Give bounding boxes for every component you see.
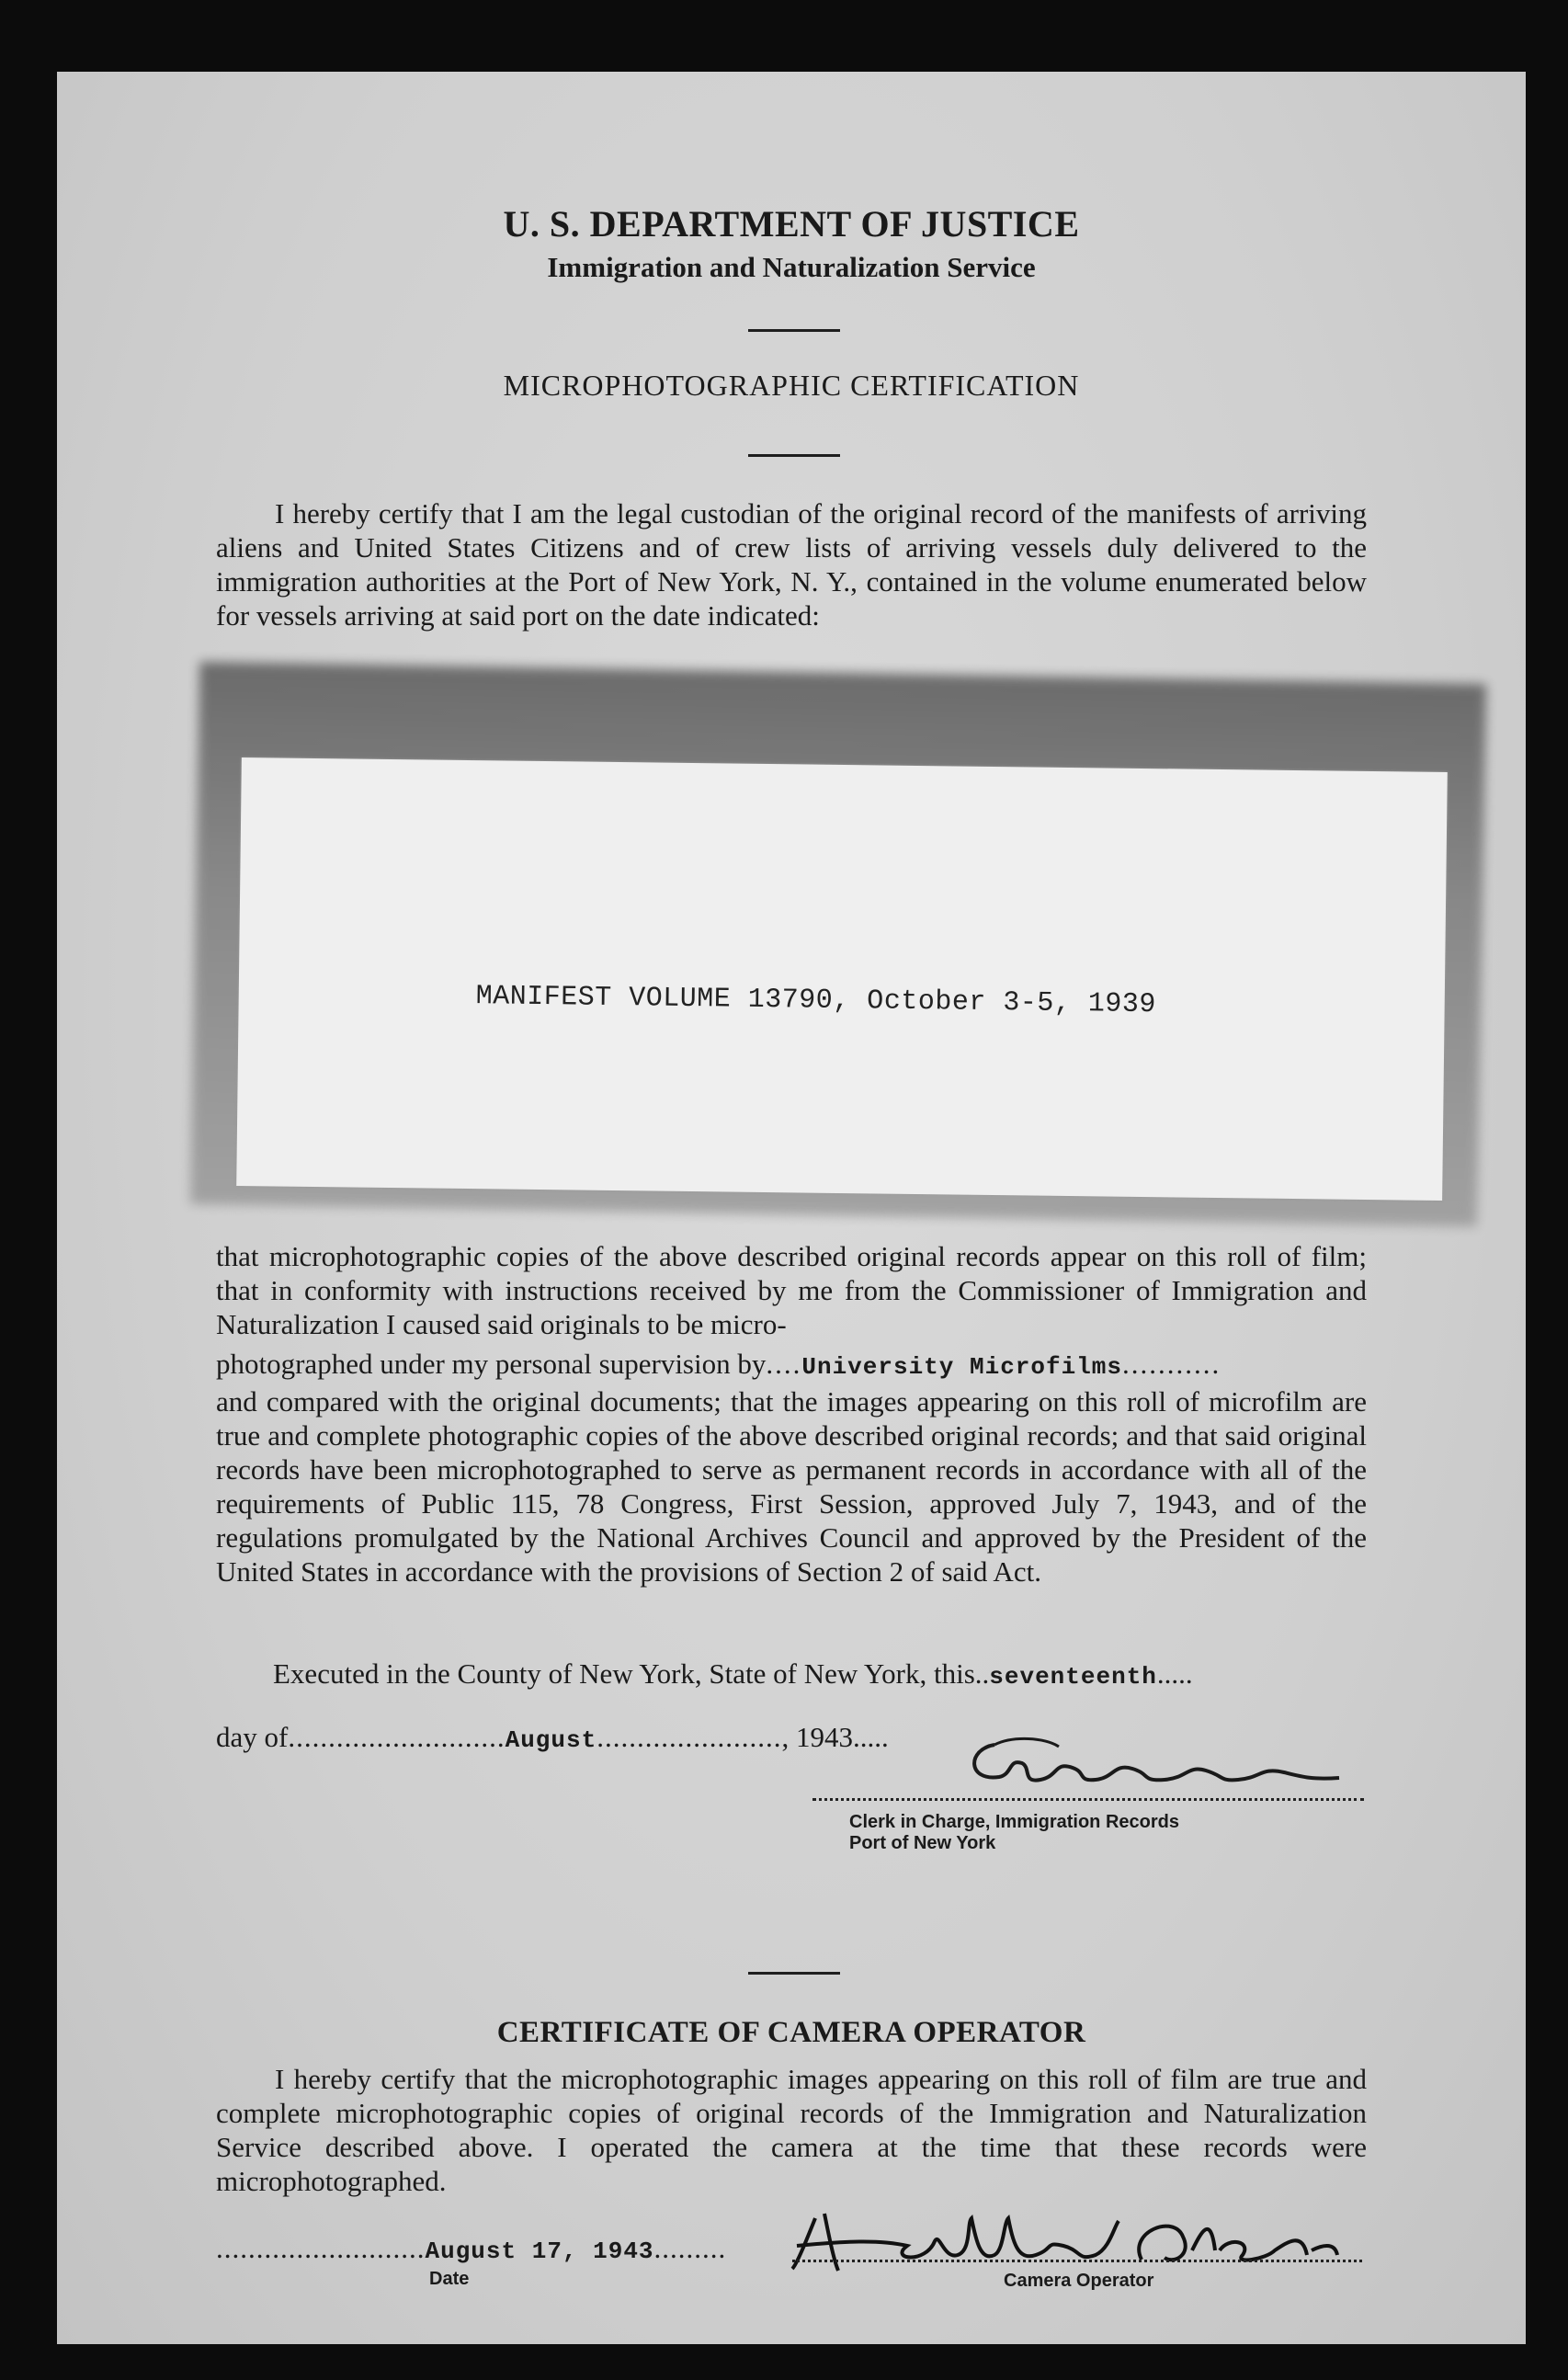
day-of-label: day of: [216, 1721, 289, 1753]
clerk-signature: [958, 1726, 1344, 1800]
body-lines-before: that microphotographic copies of the above described original records appear on this roll of film; that in conformity with instructions received by me from the Commissioner of Immigration and Naturalization I caused said originals to be micro-: [216, 1240, 1367, 1340]
executed-month: August: [505, 1726, 597, 1754]
body-lines-after: and compared with the original documents; that the images appearing on this roll of microfilm are true and complete photographic copies of the above described original records; and that said original records have been microphotographed to serve as permanent records in accordance with all of the requirements of Public 115, 78 Congress, First Session, approved July 7, 1943, and of the regulations promulgated by the National Archives Council and approved by the President of the United States in accordance with the provisions of Section 2 of said Act.: [216, 1385, 1367, 1588]
clerk-signature-line: [812, 1798, 1364, 1801]
photographed-prefix: photographed under my personal supervision by: [216, 1348, 767, 1380]
service-subheading: Immigration and Naturalization Service: [547, 251, 1036, 283]
department-heading: U. S. DEPARTMENT OF JUSTICE: [503, 203, 1080, 245]
camera-operator-signature: [788, 2204, 1339, 2278]
day-of-line: day of...........................August......................., 1943.....: [216, 1721, 889, 1754]
camera-date: August 17, 1943: [425, 2238, 654, 2265]
camera-operator-label: Camera Operator: [1004, 2271, 1154, 2291]
clerk-title: [849, 1812, 1179, 1854]
executed-day: seventeenth: [989, 1663, 1157, 1691]
camera-date-line: ..........................August 17, 1943.........: [216, 2232, 727, 2265]
executed-line: Executed in the County of New York, State of New York, this..seventeenth.....: [273, 1657, 1193, 1691]
camera-paragraph: [216, 2062, 1367, 2198]
photographed-line: photographed under my personal supervision by....University Microfilms...........: [216, 1348, 1221, 1381]
year-prefix: , 194: [781, 1721, 839, 1753]
microfilm-company: University Microfilms: [801, 1353, 1123, 1381]
executed-prefix: Executed in the County of New York, State of New York, this: [273, 1657, 975, 1690]
clerk-title-line1: Clerk in Charge, Immigration Records: [849, 1812, 1179, 1832]
manifest-slip: [236, 757, 1448, 1201]
divider-rule: [748, 454, 840, 457]
intro-text: I hereby certify that I am the legal custodian of the original record of the manifests of arriving aliens and United States Citizens and of crew lists of arriving vessels duly delivered to the immigration authorities at the Port of New York, N. Y., contained in the volume enumerated below for vessels arriving at said port on the date indicated:: [216, 497, 1367, 632]
clerk-title-line2: Port of New York: [849, 1833, 996, 1853]
divider-rule: [748, 329, 840, 332]
divider-rule: [748, 1972, 840, 1975]
certification-title: MICROPHOTOGRAPHIC CERTIFICATION: [503, 369, 1080, 402]
year-digit: 3: [838, 1721, 853, 1753]
camera-text: I hereby certify that the microphotographic images appearing on this roll of film are true and complete microphotographic copies of original records of the Immigration and Naturalization Service described above. I operated the camera at the time that these records were microphotographed.: [216, 2063, 1367, 2197]
certificate-sheet: [57, 72, 1526, 2344]
manifest-volume-text: MANIFEST VOLUME 13790, October 3-5, 1939: [475, 981, 1157, 1021]
date-label: Date: [429, 2269, 470, 2289]
camera-certificate-heading: CERTIFICATE OF CAMERA OPERATOR: [496, 2016, 1086, 2049]
operator-signature-line: [792, 2260, 1362, 2262]
intro-paragraph: [216, 496, 1367, 632]
body-paragraph: [216, 1239, 1367, 1589]
